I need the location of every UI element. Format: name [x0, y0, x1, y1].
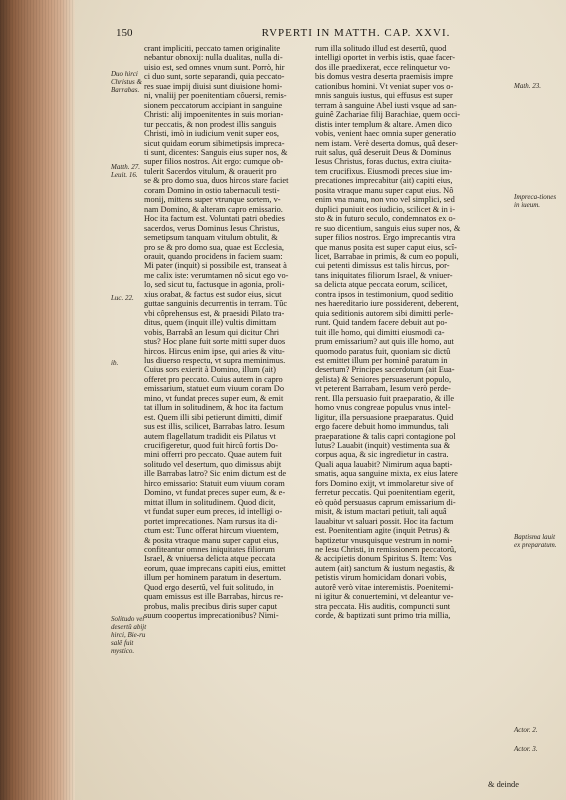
text-line: & accipietis donum Spiritus S. Item: Vos [315, 554, 452, 564]
text-line: est emittet illum per hominê paratum in [315, 355, 448, 365]
text-line: Mi pater (inquit) si possibile est, transeat à [144, 261, 287, 271]
text-line: tulerit Sacerdos vitulum, & orauerit pro [144, 166, 277, 176]
left-text-column [144, 44, 312, 621]
text-line: sicut quidam eorum sibimetipsis impreca- [144, 138, 285, 148]
text-line: sto & in futuro seculo, condemnatos ex o- [315, 214, 456, 224]
text-line: lo, sed sicut tu, factusque in agonia, proli- [144, 280, 285, 290]
text-line: quia seditionis autorem sibi dimitti perle- [315, 308, 454, 318]
text-line: illum per hominem paratum in desertum. [144, 573, 282, 583]
text-line: vt fundat super eum preces, id intelligi o- [144, 507, 283, 517]
text-line: orauit, quando procidens in faciem suam: [144, 251, 283, 261]
margin-note: ib. [111, 359, 119, 367]
text-line: rent. Illa persuasio fuit praeparatio, & ille [315, 393, 455, 403]
book-binding-edge [0, 0, 75, 800]
text-line: guinê Zachariae filij Barachiae, quem occi- [315, 110, 461, 120]
text-line: offeret pro peccato. Cuius autem in capro [144, 374, 283, 384]
text-line: ligitur, illa persuasione praeparatus. Quid [315, 412, 454, 422]
text-line: probus, malis precibus diris super caput [144, 601, 278, 611]
text-line: duplici puniuit eos iudicio, scilicet & in i- [315, 204, 456, 214]
text-line: tans iniquitates filiorum Israel, & vniuer- [315, 270, 453, 280]
text-line: bis domus vestra deserta praemisis impre [315, 72, 453, 82]
page-number: 150 [116, 27, 133, 39]
text-line: precationes imprecabitur (ait) capiti eius, [315, 176, 453, 186]
text-line: sa delicta atque peccata eorum, scilicet, [315, 280, 448, 290]
text-line: guttae sanguinis decurrentis in terram. Tûc [144, 299, 288, 309]
text-line: eorum, quae imprecans capiti eius, emittet [144, 563, 286, 573]
text-line: monij, mittens super vtrunque sortem, v- [144, 195, 281, 205]
text-line: ni igitur & conuertemini, vt deleantur ve- [315, 592, 454, 602]
page-header [116, 27, 546, 43]
text-line: nes haereditario iure possiderent, deberent, [315, 299, 459, 309]
text-line: est. Quem illi sibi petierunt dimitti, dimif [144, 412, 283, 422]
text-line: ruit salus, quâ deseruit Deus & Dominus [315, 147, 452, 157]
text-line: que manus posita est super caput eius, scî- [315, 242, 457, 252]
text-line: hircos. Hircus enim ipse, qui aries & vitu- [144, 346, 285, 356]
text-line: contra ipsos in testimonium, quod seditio [315, 289, 454, 299]
text-line: sacerdos, verus Dominus Iesus Christus, [144, 223, 280, 233]
text-line: me calix iste: verumtamen nô sicut ego vo- [144, 270, 289, 280]
text-line: enim vna manu, non vno vel simplici, sed [315, 195, 455, 205]
text-line: lus diuerso respectu, vt supra meminimus. [144, 355, 286, 365]
text-line: licet, Barrabae in primis, & cum eo populi, [315, 251, 459, 261]
text-line: vt peterent Barrabam, Iesum verò perde- [315, 384, 451, 394]
text-line: ni, vnaliij per poenitentiam côuersi, remis- [144, 91, 287, 101]
text-line: ille Barrabas latro? Sic enim dictum est de [144, 469, 287, 479]
text-line: ci duo sunt, sorte separandi, quia peccato- [144, 72, 285, 82]
text-line: Israel, & vniuersa delicta atque peccata [144, 554, 276, 564]
text-line: re suo dicentium, sanguis eius super nos, & [315, 223, 461, 233]
text-line: confiteantur omnes iniquitates filiorum [144, 545, 275, 555]
margin-note: Luc. 22. [111, 294, 134, 302]
text-line: posita vtraque manu super caput eius. Nô [315, 185, 454, 195]
text-line: vobis, venient haec omnia super generatio [315, 129, 456, 139]
text-line: petistis virum homicidam donari vobis, [315, 573, 447, 583]
text-line: desertum? Principes sacerdotum (ait Eua- [315, 365, 455, 375]
text-line: Domino, vt fundat preces super eum, & e- [144, 488, 286, 498]
margin-note: Solitudo vel desertû abijt hirci, Bie-ru salê fuit mystico. [111, 615, 147, 655]
text-line: xius orabat, & factus est sudor eius, sicut [144, 289, 282, 299]
running-head: RVPERTI IN MATTH. CAP. XXVI. [261, 27, 451, 39]
text-line: autem (ait) sanctum & iustum negastis, & [315, 563, 455, 573]
text-line: corpus aqua, & sic ingredietur in castra. [315, 450, 449, 460]
margin-note: Actor. 2. [514, 726, 538, 734]
text-line: sus est illis, scilicet, Barrabas latro. Iesum [144, 422, 285, 432]
text-line: dos ille praedixerat, ecce relinquetur vo- [315, 62, 451, 72]
text-line: se & pro domo sua, duos hircos stare faciet [144, 176, 289, 186]
text-line: semetipsum tanquam vitulum obtulit, & [144, 233, 278, 243]
text-line: ferretur peccatis. Qui poenitentiam egerit, [315, 488, 455, 498]
margin-note: Impreca-tiones in iueum. [514, 193, 557, 209]
text-line: vbi côprehensus est, & praesidi Pilato tra- [144, 308, 285, 318]
text-line: corde, & baptizati sunt primo tria millia, [315, 611, 451, 621]
text-line: praeparatione & talis capri contagione pol [315, 431, 456, 441]
text-line: autem flagellatum tradidit eis Pilatus vt [144, 431, 276, 441]
text-line: tuit ille homo, qui dimitti eiusmodi ca- [315, 327, 445, 337]
text-line: pro se & pro domo sua, quae est Ecclesia, [144, 242, 285, 252]
text-line: nebantur obnoxij: nulla dualitas, nulla di- [144, 53, 283, 63]
text-line: eò quòd persuasus caprum emissarium di- [315, 497, 456, 507]
text-line: prum emissarium? aut quis ille homo, aut [315, 337, 454, 347]
text-line: mnis sanguis iustus, qui effusus est super [315, 91, 453, 101]
text-line: mini offerri pro peccato. Quae autem fuit [144, 450, 282, 460]
text-line: solitudo vel desertum, quo dimissus abijt [144, 459, 282, 469]
margin-note: Matth. 27. Leuit. 16. [111, 163, 140, 179]
text-line: mittat illum in solitudinem. Quod dicit, [144, 497, 276, 507]
text-line: quam emissus est ille Barrabas, hircus re- [144, 592, 284, 602]
margin-note: Baptisma lauit ex preparatum. [514, 533, 557, 549]
text-line: tat illum in solitudinem, & hoc ita factum [144, 403, 284, 413]
text-line: res suae impij diuisi sunt diuisione homi- [144, 81, 283, 91]
text-line: ne Iesu Christi, in remissionem peccatorû, [315, 545, 457, 555]
text-line: smatis, aqua sanguine mixta, ex eius latere [315, 469, 458, 479]
text-line: crucifigeretur, quod fuit hircû fortis Do- [144, 441, 279, 451]
text-line: coram Domino in ostio tabernaculi testi- [144, 185, 280, 195]
text-line: rum illa solitudo illud est desertû, quod [315, 44, 447, 53]
text-line: Hoc ita factum est. Voluntati patri obedies [144, 214, 285, 224]
text-line: emissarium, statuet eum viuum coram Do [144, 384, 285, 394]
text-line: quomodo paratus fuit, quoniam sic dictû [315, 346, 451, 356]
text-line: homo vnus congreae populus vnus intel- [315, 403, 451, 413]
margin-note: Actor. 3. [514, 745, 538, 753]
text-line: Quod ergo desertû, vel fuit solitudo, in [144, 582, 274, 592]
text-line: Quali aqua lauabit? Nimirum aqua bapti- [315, 459, 453, 469]
text-line: Cuius sors exierit à Domino, illum (ait) [144, 365, 276, 375]
text-line: autorê verò vitae interemistis. Poenitemi- [315, 582, 454, 592]
text-line: fors Domino exijt, vt immolaretur sive of [315, 478, 454, 488]
text-line: cui petenti dimissus est talis hircus, por- [315, 261, 450, 271]
text-line: terram à sanguine Abel iusti vsque ad san- [315, 100, 457, 110]
text-line: suum coopertus imprecationibus? Nimi- [144, 611, 279, 621]
text-line: Iesus Christus, foras ductus, extra ciuita- [315, 157, 452, 167]
text-line: cationibus homini. Vt veniat super vos o- [315, 81, 454, 91]
text-line: super filios nostros. Ait ergo: cumque ob- [144, 157, 284, 167]
margin-note: Duo hirci Christus & Barrabas. [111, 70, 142, 94]
text-line: gelista) & Seniores persuaserunt populo, [315, 374, 452, 384]
text-line: stra peccata. His auditis, compuncti sunt [315, 601, 451, 611]
text-line: runt. Quid tandem facere debuit aut po- [315, 318, 448, 328]
text-line: lauabitur vt saluari possit. Hoc ita factum [315, 516, 454, 526]
text-line: ctum est: Tunc offerat hircum viuentem, [144, 526, 279, 536]
text-line: nem istam. Verè deserta domus, quâ deser- [315, 138, 458, 148]
text-line: stus? Hoc plane fuit sorte mitti super duos [144, 337, 286, 347]
text-line: ti sunt, dicentes: Sanguis eius super nos, & [144, 147, 288, 157]
text-line: nam Domino, & alteram capro emissario. [144, 204, 283, 214]
text-line: tur peccatis, & non prodest illis sanguis [144, 119, 277, 129]
text-line: baptizetur vnusquisque vestrum in nomi- [315, 535, 453, 545]
text-line: intelligi oportet in verbis istis, quae facer- [315, 53, 456, 63]
text-line: Christi, imò in iudicium venit super eos, [144, 129, 279, 139]
text-line: est. Poenitentiam agite (inquit Petrus) & [315, 526, 450, 536]
text-line: sionem peccatorum accipiant in sanguine [144, 100, 283, 110]
text-line: vobis, Barrabâ an Iesum qui dicitur Chri [144, 327, 280, 337]
text-line: super filios nostros. Ergo imprecantis vtra [315, 233, 456, 243]
text-line: lutus? Lauabit (inquit) vestimenta sua & [315, 441, 451, 451]
text-line: hirco emissario: Statuit eum viuum coram [144, 478, 285, 488]
right-text-column [315, 44, 515, 621]
text-line: tem crucifixus. Eiusmodi preces siue im- [315, 166, 453, 176]
text-line: portet imprecationes. Nam rursus ita di- [144, 516, 278, 526]
text-line: distis inter templum & altare. Amen dico [315, 119, 452, 129]
margin-note: Math. 23. [514, 82, 542, 90]
text-line: mino, vt fundat preces super eum, & emit [144, 393, 284, 403]
text-line: ergo facere debuit homo immundus, tali [315, 422, 449, 432]
text-line: misit, & istum mactari petiuit, tali aquâ [315, 507, 447, 517]
text-line: uisio est, sed omnes vnum sunt. Porrò, hir [144, 62, 285, 72]
catchword: & deinde [488, 780, 519, 789]
text-line: Christi: alij impoenitentes in suis morian- [144, 110, 284, 120]
text-line: crant impliciti, peccato tamen originalite [144, 44, 281, 53]
text-line: ditus, quem (inquit ille) vultis dimittam [144, 318, 277, 328]
text-line: & posita vtraque manu super caput eius, [144, 535, 279, 545]
